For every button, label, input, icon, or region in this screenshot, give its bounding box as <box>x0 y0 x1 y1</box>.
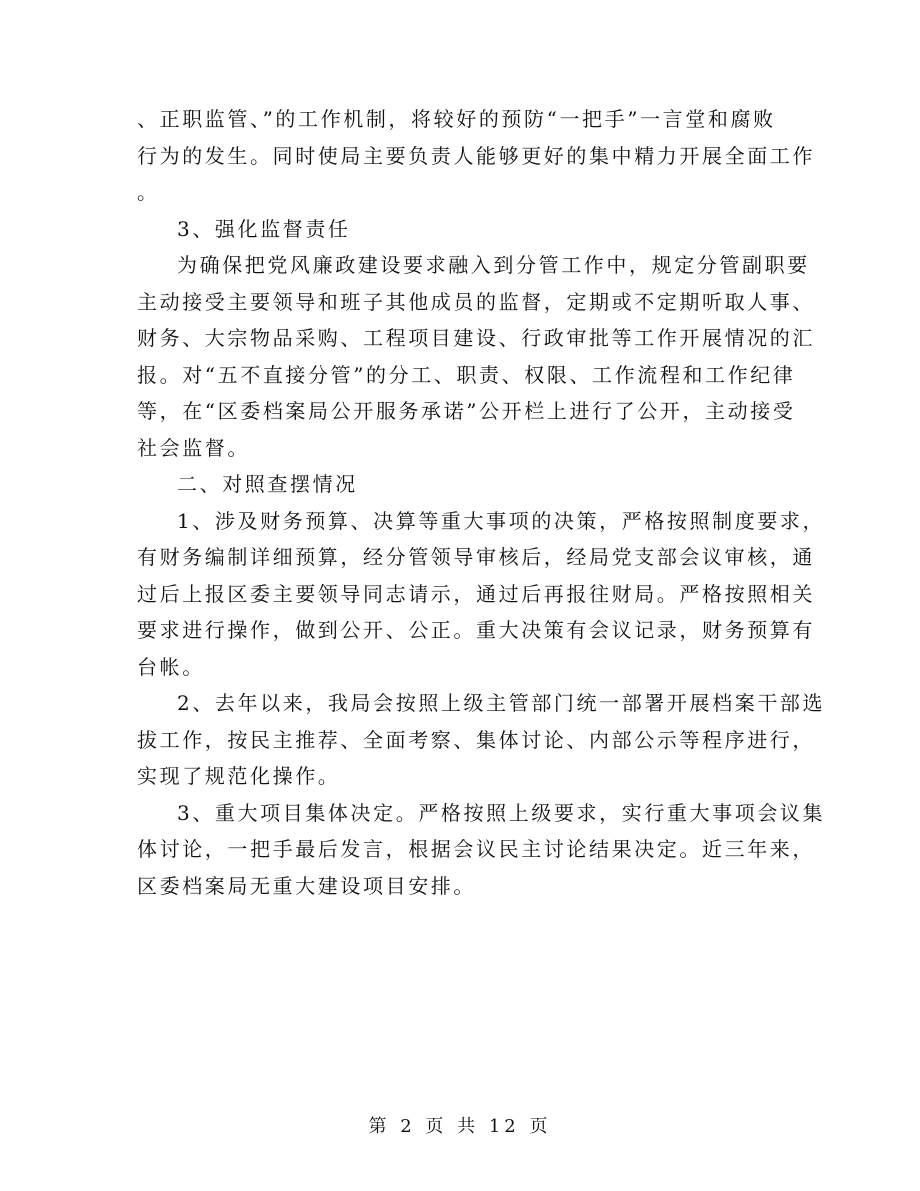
text-line: 2、去年以来，我局会按照上级主管部门统一部署开展档案干部选 <box>177 691 826 715</box>
text-line: 拔工作，按民主推荐、全面考察、集体讨论、内部公示等程序进行， <box>137 727 815 752</box>
text-line: 要求进行操作，做到公开、公正。重大决策有会议记录，财务预算有 <box>137 618 815 642</box>
text-line: 有财务编制详细预算，经分管领导审核后，经局党支部会议审核，通 <box>137 545 815 569</box>
document-body <box>137 101 826 904</box>
text-line: 区委档案局无重大建设项目安排。 <box>137 873 476 898</box>
text-line: 。 <box>137 180 160 204</box>
text-line: 过后上报区委主要领导同志请示，通过后再报往财局。严格按照相关 <box>137 581 815 606</box>
text-line: 等，在“区委档案局公开服务承诺”公开栏上进行了公开，主动接受 <box>137 399 796 423</box>
text-line: 台帐。 <box>137 654 205 679</box>
text-line: 、正职监管、”的工作机制，将较好的预防“一把手”一言堂和腐败 <box>137 107 776 131</box>
text-line: 3、重大项目集体决定。严格按照上级要求，实行重大事项会议集 <box>177 800 826 825</box>
text-line: 体讨论，一把手最后发言，根据会议民主讨论结果决定。近三年来， <box>137 837 815 861</box>
text-line: 社会监督。 <box>137 435 250 460</box>
section-heading: 二、对照查摆情况 <box>177 472 358 496</box>
text-line: 报。对“五不直接分管”的分工、职责、权限、工作流程和工作纪律 <box>137 362 796 387</box>
text-line: 行为的发生。同时使局主要负责人能够更好的集中精力开展全面工作 <box>137 143 815 168</box>
text-line: 实现了规范化操作。 <box>137 764 341 788</box>
text-line: 为确保把党风廉政建设要求融入到分管工作中，规定分管副职要 <box>177 253 810 277</box>
section-heading: 3、强化监督责任 <box>177 216 351 241</box>
text-line: 财务、大宗物品采购、工程项目建设、行政审批等工作开展情况的汇 <box>137 326 815 350</box>
text-line: 1、涉及财务预算、决算等重大事项的决策，严格按照制度要求， <box>177 508 826 533</box>
page-number-footer: 第 2 页 共 12 页 <box>368 1116 552 1137</box>
text-line: 主动接受主要领导和班子其他成员的监督，定期或不定期听取人事、 <box>137 289 815 314</box>
